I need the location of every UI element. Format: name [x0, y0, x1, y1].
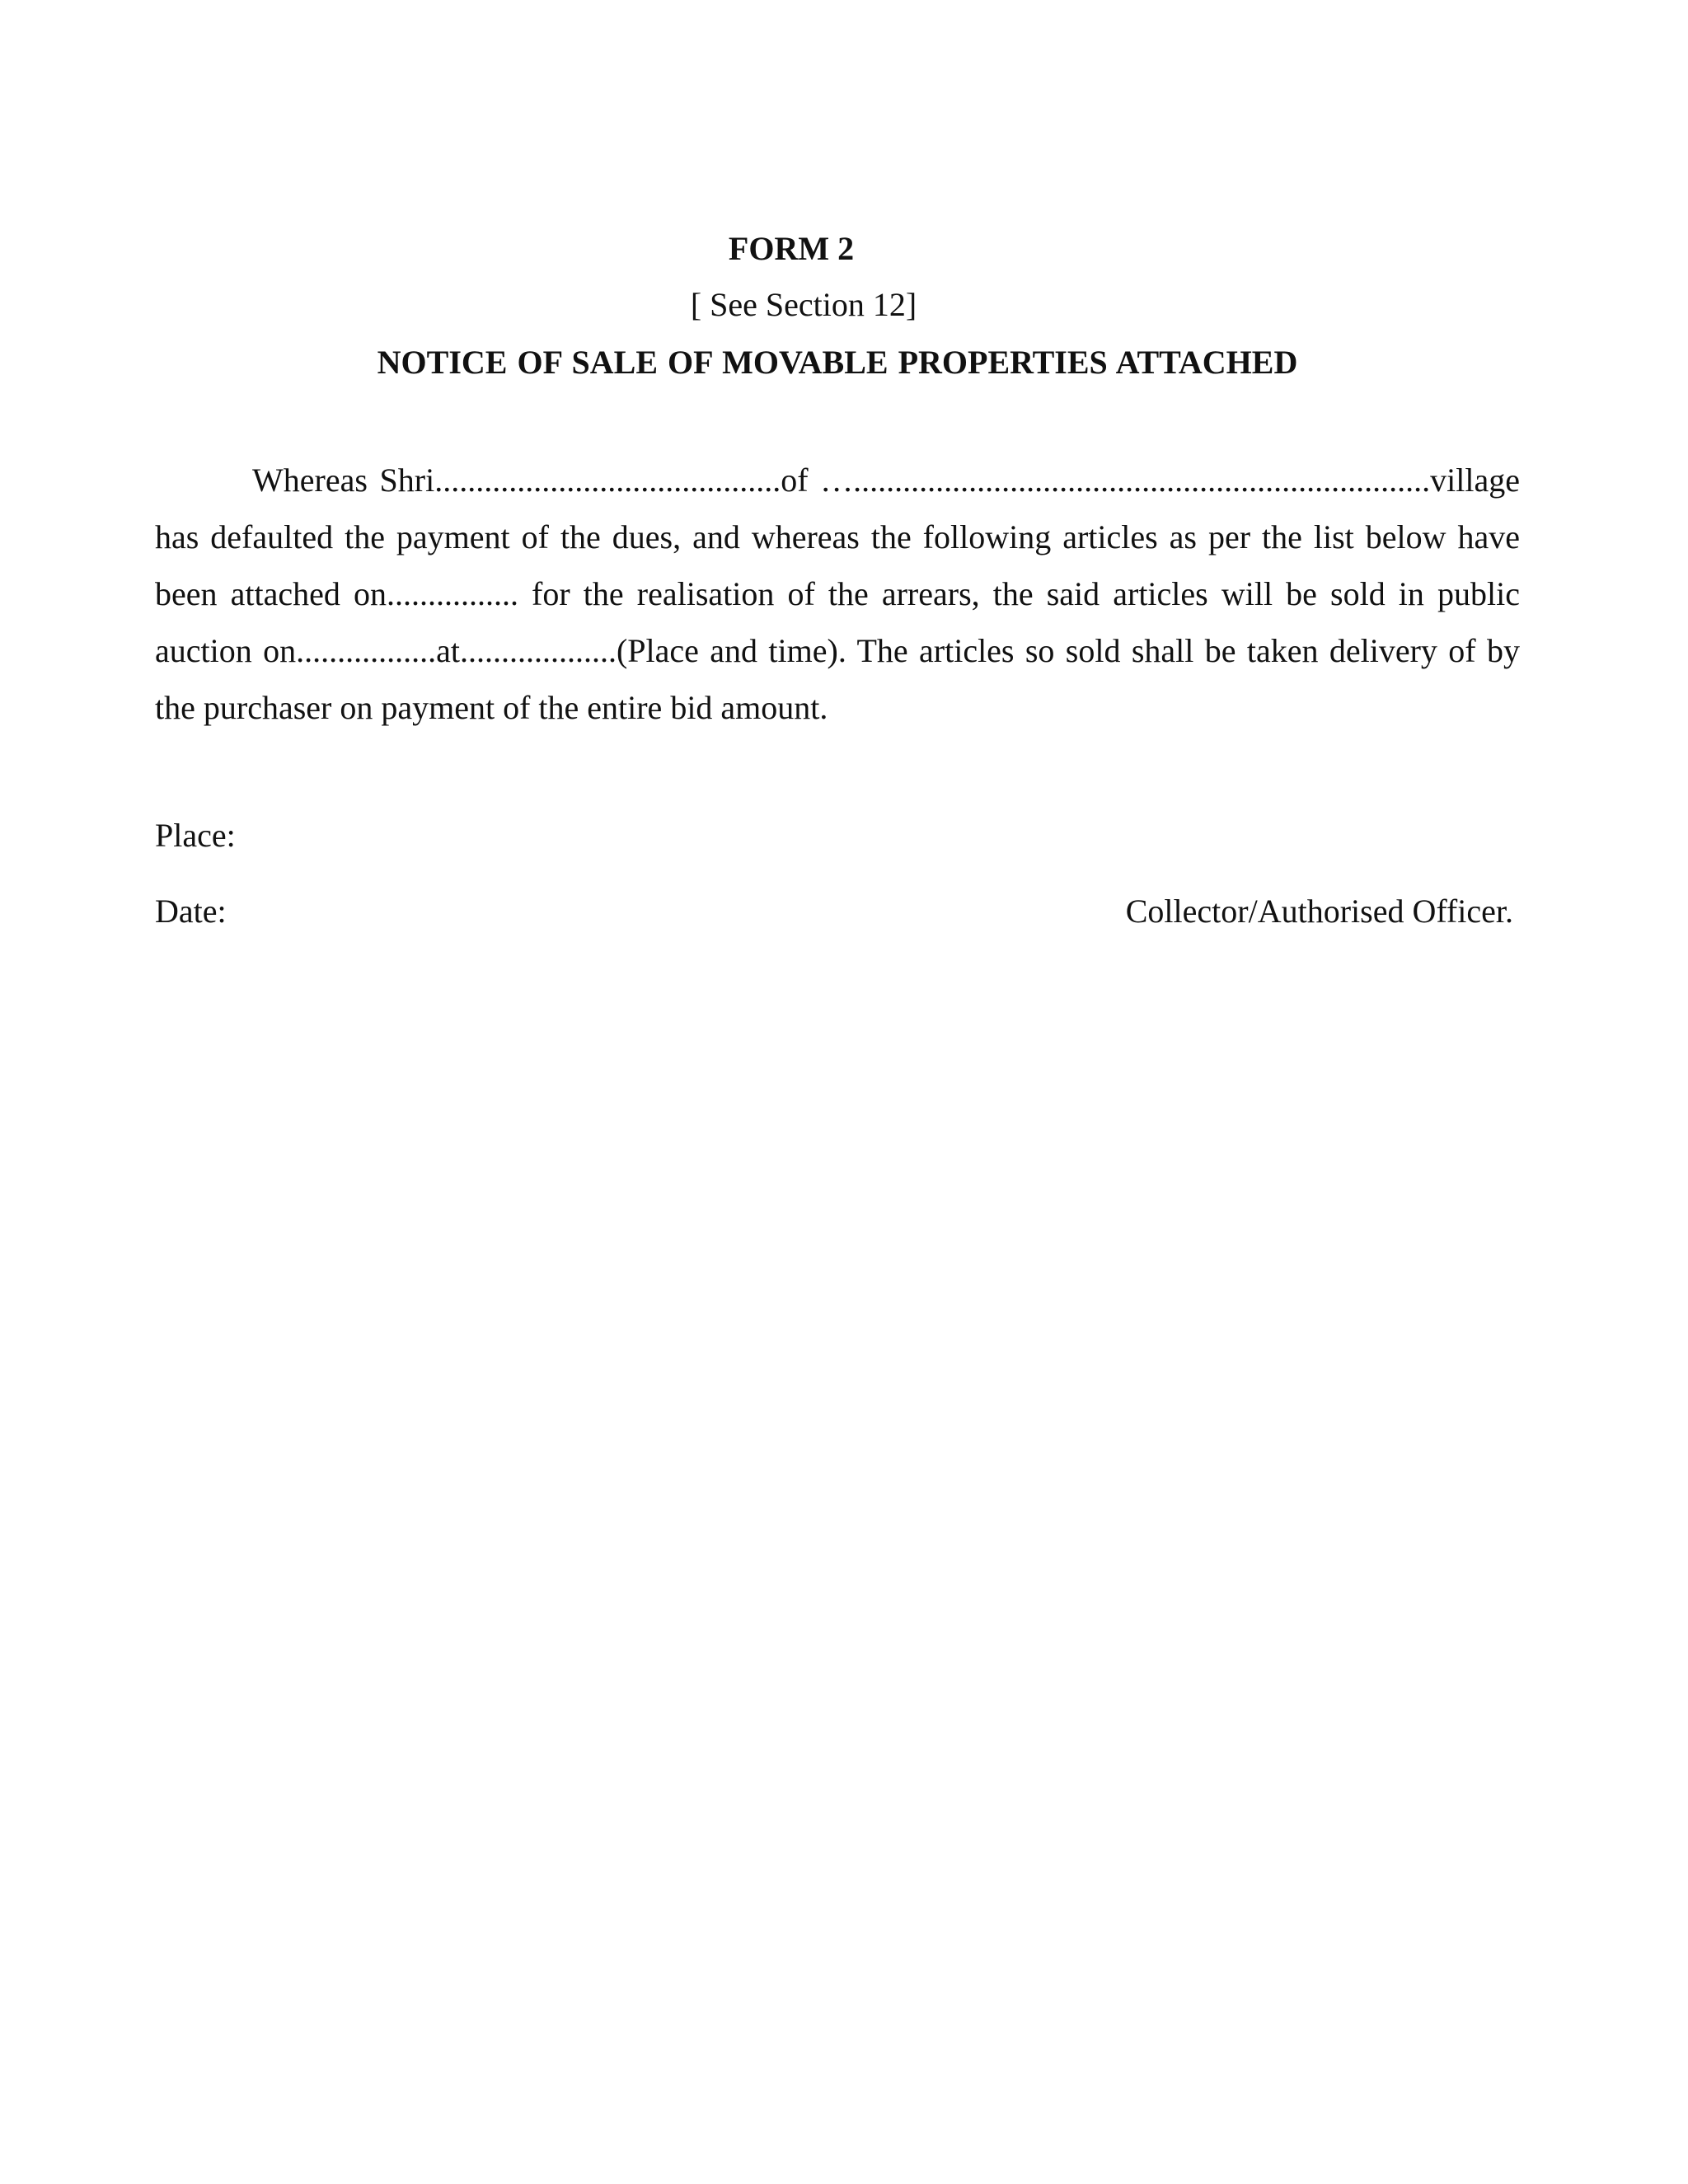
notice-body — [155, 452, 1520, 736]
signatory-label: Collector/Authorised Officer. — [1125, 893, 1513, 930]
body-line-1: Whereas Shri..........................................of …......................................................................village — [252, 462, 1520, 499]
body-line-5: the purchaser on payment of the entire bid amount. — [155, 689, 828, 726]
form-title: FORM 2 — [728, 230, 855, 267]
notice-title: NOTICE OF SALE OF MOVABLE PROPERTIES ATTACHED — [377, 344, 1298, 381]
body-line-4: auction on.................at...................(Place and time). The articles so sold shall be taken delivery of by — [155, 632, 1520, 669]
date-label: Date: — [155, 893, 227, 930]
body-line-3: been attached on................ for the realisation of the arrears, the said articles will be sold in public — [155, 575, 1520, 612]
place-label: Place: — [155, 817, 236, 854]
section-reference: [ See Section 12] — [690, 286, 917, 323]
body-line-2: has defaulted the payment of the dues, and whereas the following articles as per the list below have — [155, 518, 1520, 555]
